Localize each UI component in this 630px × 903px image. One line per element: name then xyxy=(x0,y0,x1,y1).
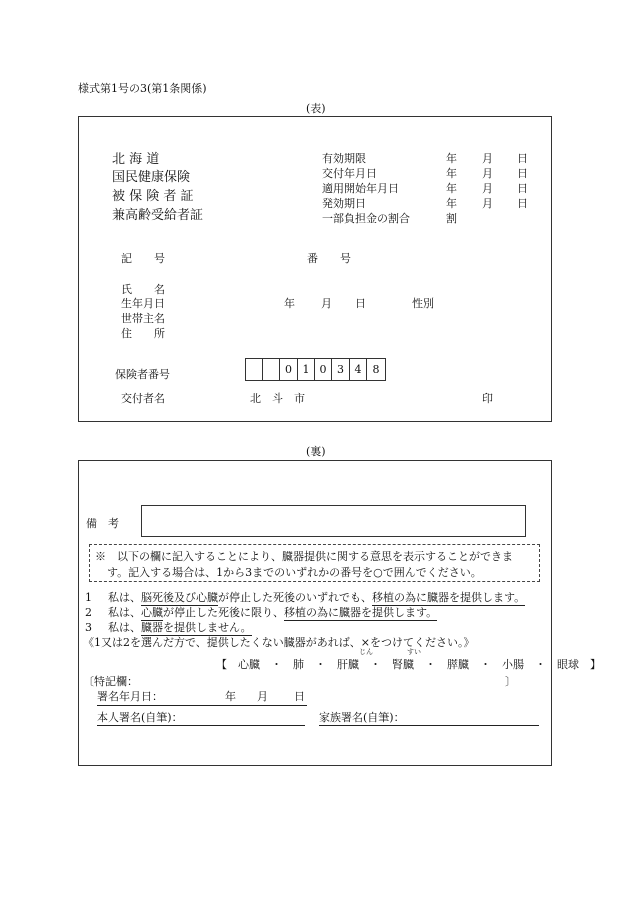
householder-label: 世帯主名 xyxy=(121,312,165,325)
option-prefix: 私は、 xyxy=(108,591,141,604)
issue-date-month: 月 xyxy=(482,167,493,180)
expiry-month: 月 xyxy=(482,152,493,165)
card-title-line-4: 兼高齢受給者証 xyxy=(112,208,204,223)
effective-date-label: 発効期日 xyxy=(322,197,366,210)
insurer-digit: 1 xyxy=(298,359,315,380)
option-underlined-text: 移植の為に臓器を提供します。 xyxy=(284,606,438,619)
burden-ratio-unit: 割 xyxy=(446,212,457,225)
expiry-label: 有効期限 xyxy=(322,152,366,165)
organ-list[interactable]: 【 心臓 ・ 肺 ・ 肝臓 ・ 腎臓 ・ 膵臓 ・ 小腸 ・ 眼球 】 xyxy=(216,658,601,671)
start-date-day: 日 xyxy=(517,182,528,195)
back-heading: (裏) xyxy=(306,445,326,458)
self-signature-field[interactable] xyxy=(97,709,305,726)
insurer-digit: 0 xyxy=(280,359,298,380)
option-underlined-text: 心臓 xyxy=(141,606,163,619)
option-number: 1 xyxy=(85,591,92,604)
remarks-label: 備 考 xyxy=(86,517,119,530)
expiry-day: 日 xyxy=(517,152,528,165)
seal-mark: 印 xyxy=(482,392,493,405)
address-label: 住 所 xyxy=(121,327,165,340)
option-underlined-text: 脳死後及び心臓 xyxy=(141,591,218,604)
option-middle-text: が停止した死後に限り、 xyxy=(163,606,284,619)
issuer-label: 交付者名 xyxy=(121,392,165,405)
family-signature-field[interactable] xyxy=(319,709,539,726)
self-signature-label: 本人署名(自筆)： xyxy=(97,711,183,724)
front-card xyxy=(78,116,552,422)
option-underlined-text: 臓器を提供しません。 xyxy=(141,621,252,634)
effective-date-month: 月 xyxy=(482,197,493,210)
sign-date-row[interactable] xyxy=(97,689,307,706)
option-number: 2 xyxy=(85,606,92,619)
issue-date-day: 日 xyxy=(517,167,528,180)
number-label: 番 号 xyxy=(307,252,351,265)
special-notes-label: 〔特記欄： xyxy=(83,675,138,688)
issue-date-year: 年 xyxy=(446,167,457,180)
donation-option-2[interactable] xyxy=(85,607,437,618)
card-title-line-2: 国民健康保険 xyxy=(112,170,191,185)
form-label: 様式第1号の3(第1条関係) xyxy=(78,82,207,95)
insurer-number-label: 保険者番号 xyxy=(115,368,170,381)
sex-label: 性別 xyxy=(412,297,434,310)
ruby-jin: じん xyxy=(359,648,373,656)
start-date-label: 適用開始年月日 xyxy=(322,182,399,195)
start-date-month: 月 xyxy=(482,182,493,195)
sign-date-label: 署名年月日： xyxy=(97,690,163,703)
option-middle-text: が停止した死後のいずれでも、 xyxy=(218,591,372,604)
insurer-digit: 0 xyxy=(315,359,332,380)
start-date-year: 年 xyxy=(446,182,457,195)
name-label: 氏 名 xyxy=(121,283,165,296)
insurer-digit: 4 xyxy=(350,359,367,380)
birth-day: 日 xyxy=(355,297,366,310)
issuer-city: 北 斗 市 xyxy=(250,392,305,405)
effective-date-day: 日 xyxy=(517,197,528,210)
birth-month: 月 xyxy=(321,297,332,310)
donation-option-3[interactable] xyxy=(85,622,252,633)
sign-day: 日 xyxy=(294,690,305,703)
symbol-label: 記 号 xyxy=(121,252,165,265)
effective-date-year: 年 xyxy=(446,197,457,210)
expiry-year: 年 xyxy=(446,152,457,165)
insurer-digit: 3 xyxy=(332,359,350,380)
front-heading: (表) xyxy=(306,102,326,115)
notice-line-1: ※ 以下の欄に記入することにより、臓器提供に関する意思を表示することができま xyxy=(95,550,513,563)
insurer-number-grid xyxy=(245,358,386,381)
donation-option-1[interactable] xyxy=(85,592,525,603)
family-signature-label: 家族署名(自筆)： xyxy=(319,711,405,724)
insurer-digit xyxy=(263,359,280,380)
choose-note: 《1又は2を選んだ方で、提供したくない臓器があれば、×をつけてください。》 xyxy=(83,636,475,649)
birthdate-label: 生年月日 xyxy=(121,297,165,310)
card-title-line-3: 被 保 険 者 証 xyxy=(112,189,194,204)
issue-date-label: 交付年月日 xyxy=(322,167,377,180)
card-title-line-1: 北 海 道 xyxy=(112,152,160,167)
notice-line-2: す。記入する場合は、1から3までのいずれかの番号を○で囲んでください。 xyxy=(107,566,482,579)
option-underlined-text: 移植の為に臓器を提供します。 xyxy=(372,591,526,604)
option-number: 3 xyxy=(85,621,92,634)
sign-month: 月 xyxy=(257,690,268,703)
remarks-field[interactable] xyxy=(141,505,526,537)
sign-year: 年 xyxy=(225,690,236,703)
option-prefix: 私は、 xyxy=(108,606,141,619)
ruby-sui: すい xyxy=(407,648,421,656)
burden-ratio-label: 一部負担金の割合 xyxy=(322,212,410,225)
birth-year: 年 xyxy=(284,297,295,310)
option-prefix: 私は、 xyxy=(108,621,141,634)
insurer-digit: 8 xyxy=(372,363,380,376)
back-card xyxy=(78,460,601,766)
notice-box xyxy=(89,544,540,582)
insurer-digit xyxy=(246,359,263,380)
special-notes-close: 〕 xyxy=(505,675,516,688)
